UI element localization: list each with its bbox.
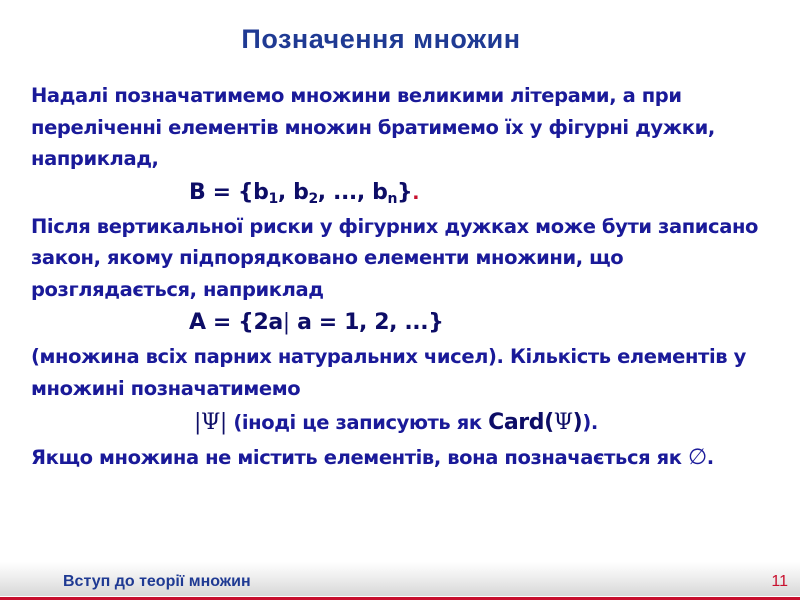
paragraph-empty-set: Якщо множина не містить елементів, вона позначається як ∅. xyxy=(31,445,714,470)
formula-set-b: $B = \{b_1$, $b_2$, ..., $b_n$}. xyxy=(189,179,420,207)
paragraph-intro: Надалі позначатимемо множини великими літерами, а при переліченні елементів множин братимемо їх у фігурні дужки, наприклад, xyxy=(31,84,715,170)
formula-set-a: A = {2a| a = 1, 2, ...} xyxy=(189,310,444,335)
page-number: 11 xyxy=(771,573,788,590)
footer-course-title: Вступ до теорії множин xyxy=(63,573,251,590)
empty-set-symbol: ∅ xyxy=(687,445,707,470)
slide-content xyxy=(31,80,781,474)
slide-title: Позначення множин xyxy=(241,24,521,54)
paragraph-rule: Після вертикальної риски у фігурних дужках може бути записано закон, якому підпорядковано елементи множини, що розглядається, наприклад xyxy=(31,214,759,301)
psi-symbol: Ψ xyxy=(201,410,220,435)
paragraph-even-numbers: (множина всіх парних натуральних чисел). Кількість елементів у множині позначатимемо xyxy=(31,345,746,400)
formula-cardinality: |Ψ| (іноді це записують як Card(Ψ)). xyxy=(194,410,598,435)
vertical-bar-symbol: | xyxy=(282,310,290,335)
